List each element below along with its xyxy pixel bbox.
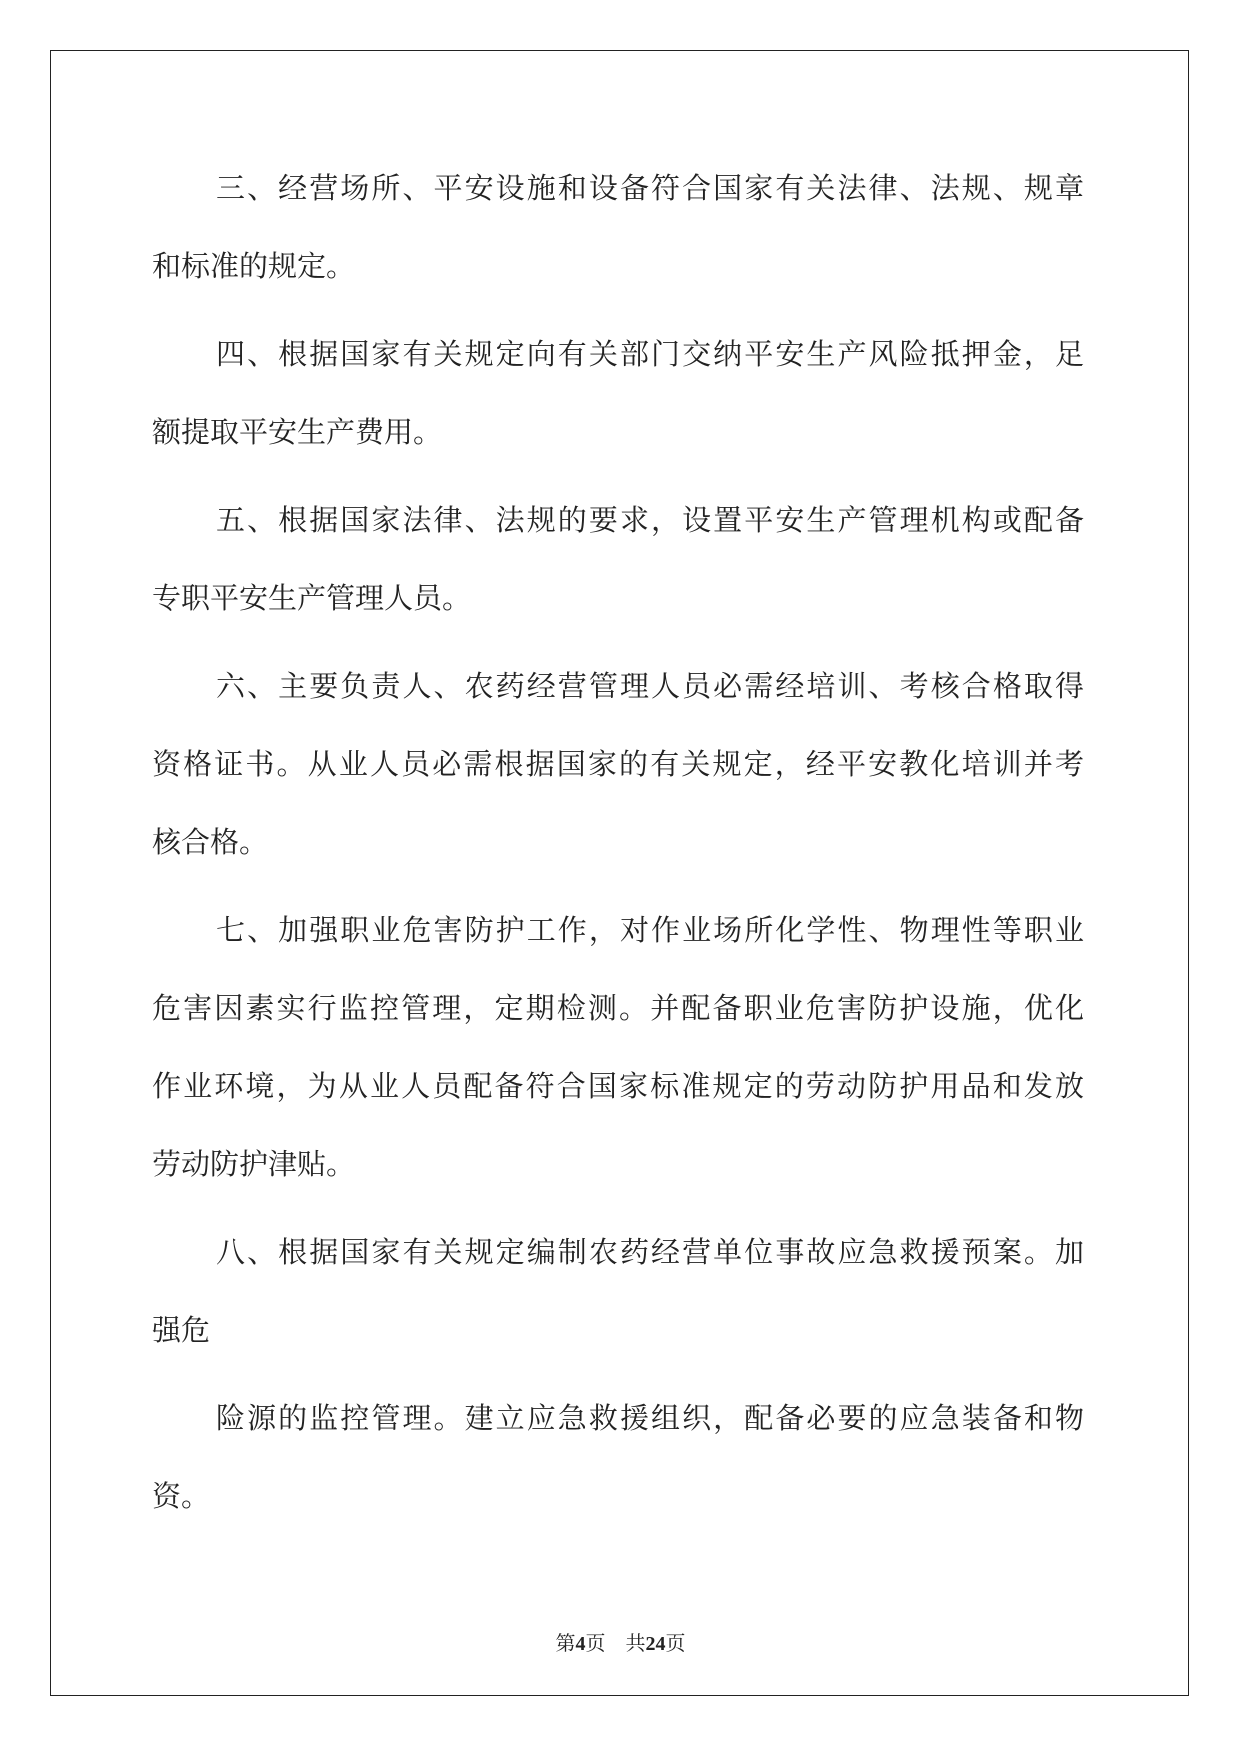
paragraph-7-line-4: 劳动防护津贴。 xyxy=(152,1147,356,1181)
total-suffix: 页 xyxy=(665,1633,686,1655)
page-suffix: 页 xyxy=(585,1633,606,1655)
paragraph-3-line-1: 三、经营场所、平安设施和设备符合国家有关法律、法规、规章 xyxy=(216,171,1084,205)
paragraph-7-line-2: 危害因素实行监控管理，定期检测。并配备职业危害防护设施，优化 xyxy=(152,991,1084,1025)
paragraph-4-line-2: 额提取平安生产费用。 xyxy=(152,415,443,449)
paragraph-7-line-1: 七、加强职业危害防护工作，对作业场所化学性、物理性等职业 xyxy=(216,913,1084,947)
paragraph-6-line-3: 核合格。 xyxy=(152,825,269,859)
paragraph-3-line-2: 和标准的规定。 xyxy=(152,249,356,283)
paragraph-8-line-2: 强危 xyxy=(152,1313,211,1347)
page-number: 4 xyxy=(575,1633,586,1655)
paragraph-6-line-1: 六、主要负责人、农药经营管理人员必需经培训、考核合格取得 xyxy=(216,669,1084,703)
paragraph-5-line-1: 五、根据国家法律、法规的要求，设置平安生产管理机构或配备 xyxy=(216,503,1084,537)
paragraph-5-line-2: 专职平安生产管理人员。 xyxy=(152,581,472,615)
page-border xyxy=(50,50,1189,1696)
page-footer xyxy=(0,1627,1241,1656)
paragraph-8-line-1: 八、根据国家有关规定编制农药经营单位事故应急救援预案。加 xyxy=(216,1235,1084,1269)
page-prefix: 第 xyxy=(555,1633,576,1655)
paragraph-6-line-2: 资格证书。从业人员必需根据国家的有关规定，经平安教化培训并考 xyxy=(152,747,1084,781)
paragraph-4-line-1: 四、根据国家有关规定向有关部门交纳平安生产风险抵押金，足 xyxy=(216,337,1084,371)
paragraph-9-line-2: 资。 xyxy=(152,1479,211,1513)
paragraph-7-line-3: 作业环境，为从业人员配备符合国家标准规定的劳动防护用品和发放 xyxy=(152,1069,1084,1103)
total-prefix: 共 xyxy=(625,1633,646,1655)
total-pages: 24 xyxy=(645,1633,666,1655)
paragraph-9-line-1: 险源的监控管理。建立应急救援组织，配备必要的应急装备和物 xyxy=(216,1401,1084,1435)
